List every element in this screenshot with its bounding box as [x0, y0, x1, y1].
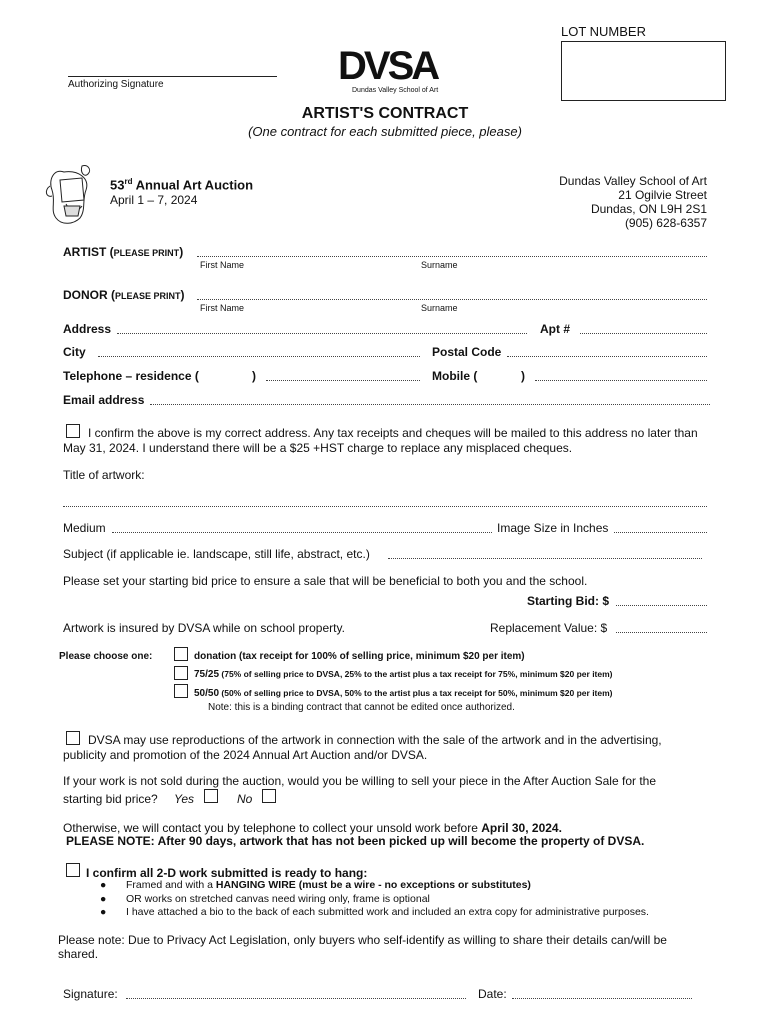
- yes-checkbox[interactable]: [204, 789, 218, 803]
- split-50-50-checkbox[interactable]: [174, 684, 188, 698]
- address-label: Address: [63, 322, 112, 336]
- subject-label: Subject (if applicable ie. landscape, still life, abstract, etc.): [63, 547, 370, 561]
- address-field[interactable]: [117, 333, 527, 334]
- reproduction-block: [63, 731, 707, 763]
- replacement-value-label: Replacement Value: $: [490, 621, 608, 635]
- donation-checkbox[interactable]: [174, 647, 188, 661]
- medium-label: Medium: [63, 521, 106, 535]
- city-label: City: [63, 345, 86, 359]
- authorizing-signature-line[interactable]: [68, 76, 277, 77]
- telephone-label: Telephone – residence (: [63, 369, 199, 383]
- artist-first-name-caption: First Name: [200, 260, 245, 270]
- email-label: Email address: [63, 393, 145, 407]
- school-phone: (905) 628-6357: [624, 216, 707, 230]
- artist-label: ARTIST (PLEASE PRINT): [63, 245, 184, 259]
- lot-number-label: LOT NUMBER: [561, 24, 646, 39]
- after-sale-question: If your work is not sold during the auction, would you be willing to sell your piece in the After Auction Sale for the: [63, 774, 656, 788]
- school-street: 21 Ogilvie Street: [618, 188, 707, 202]
- apt-field[interactable]: [580, 333, 707, 334]
- title-of-artwork-field[interactable]: [63, 506, 707, 507]
- title-of-artwork-label: Title of artwork:: [63, 468, 145, 482]
- telephone-field[interactable]: [266, 380, 420, 381]
- confirm-address-text: I confirm the above is my correct address. Any tax receipts and cheques will be mailed to this address no later than May 31, 2024. I understand there will be a $25 +HST charge to replace any misplaced cheques.: [63, 426, 698, 455]
- authorizing-signature-label: Authorizing Signature: [68, 79, 164, 90]
- confirm-address-checkbox[interactable]: [66, 424, 80, 438]
- artist-sketch-icon: [42, 160, 104, 232]
- event-name: 53rd Annual Art Auction: [110, 177, 254, 193]
- list-item: ● Framed and with a HANGING WIRE (must be a wire - no exceptions or substitutes): [100, 879, 531, 891]
- page-subtitle: (One contract for each submitted piece, please): [248, 124, 522, 139]
- event-dates: April 1 – 7, 2024: [110, 193, 198, 207]
- mobile-label: Mobile (: [432, 369, 478, 383]
- ready-to-hang-checkbox[interactable]: [66, 863, 80, 877]
- date-field[interactable]: [512, 998, 692, 999]
- donor-label: DONOR (PLEASE PRINT): [63, 288, 185, 302]
- no-checkbox[interactable]: [262, 789, 276, 803]
- privacy-note: Please note: Due to Privacy Act Legislation, only buyers who self-identify as willing to share their details can/will be shared.: [58, 933, 667, 961]
- signature-label: Signature:: [63, 987, 118, 1001]
- lot-number-box[interactable]: [561, 41, 726, 101]
- date-label: Date:: [478, 987, 507, 1001]
- starting-bid-field[interactable]: [616, 605, 707, 606]
- bullet-icon: ●: [100, 879, 107, 891]
- yes-label: Yes: [174, 792, 195, 806]
- postal-code-label: Postal Code: [432, 345, 502, 359]
- image-size-field[interactable]: [614, 532, 707, 533]
- subject-field[interactable]: [388, 558, 702, 559]
- school-name: Dundas Valley School of Art: [559, 174, 707, 188]
- mobile-close: ): [521, 369, 525, 383]
- binding-contract-note: Note: this is a binding contract that cannot be edited once authorized.: [208, 702, 515, 713]
- medium-field[interactable]: [112, 532, 492, 533]
- bid-instruction: Please set your starting bid price to ensure a sale that will be beneficial to both you and the school.: [63, 574, 588, 588]
- email-field[interactable]: [150, 404, 710, 405]
- bullet-icon: ●: [100, 906, 107, 918]
- artist-name-field[interactable]: [197, 256, 707, 257]
- list-item: ● I have attached a bio to the back of each submitted work and included an extra copy for administrative purposes.: [100, 906, 649, 918]
- dvsa-logo: DVSA: [338, 44, 438, 88]
- school-city: Dundas, ON L9H 2S1: [590, 202, 707, 216]
- reproduction-text: DVSA may use reproductions of the artwork in connection with the sale of the artwork and in the advertising, publicity and promotion of the 2024 Annual Art Auction and/or DVSA.: [63, 733, 662, 762]
- postal-code-field[interactable]: [507, 356, 707, 357]
- list-item: ● OR works on stretched canvas need wiring only, frame is optional: [100, 892, 430, 905]
- no-label: No: [237, 792, 253, 806]
- telephone-close: ): [252, 369, 256, 383]
- after-sale-question-line2: starting bid price?: [63, 792, 158, 806]
- logo-subtitle: Dundas Valley School of Art: [352, 87, 439, 94]
- apt-label: Apt #: [540, 322, 570, 336]
- image-size-label: Image Size in Inches: [497, 521, 609, 535]
- split-50-50-option: 50/50 (50% of selling price to DVSA, 50% to the artist plus a tax receipt for 50%, minimum $20 per item): [194, 688, 613, 699]
- replacement-value-field[interactable]: [616, 632, 707, 633]
- split-75-25-option: 75/25 (75% of selling price to DVSA, 25% to the artist plus a tax receipt for 75%, minimum $20 per item): [194, 669, 613, 680]
- donation-option: donation (tax receipt for 100% of selling price, minimum $20 per item): [194, 651, 525, 662]
- starting-bid-label: Starting Bid: $: [527, 594, 610, 608]
- ready-to-hang-title: I confirm all 2-D work submitted is ready to hang:: [86, 866, 368, 880]
- school-address: [559, 174, 707, 230]
- donor-name-field[interactable]: [197, 299, 707, 300]
- pickup-notice: PLEASE NOTE: After 90 days, artwork that has not been picked up will become the property of DVSA.: [66, 834, 645, 848]
- page-title: ARTIST'S CONTRACT: [301, 105, 469, 122]
- confirm-address-block: [63, 424, 707, 456]
- otherwise-text: Otherwise, we will contact you by telephone to collect your unsold work before April 30, 2024.: [63, 821, 562, 835]
- reproduction-checkbox[interactable]: [66, 731, 80, 745]
- split-75-25-checkbox[interactable]: [174, 666, 188, 680]
- signature-field[interactable]: [126, 998, 466, 999]
- bullet-icon: ●: [100, 892, 107, 905]
- insured-text: Artwork is insured by DVSA while on school property.: [63, 621, 345, 635]
- city-field[interactable]: [98, 356, 420, 357]
- hang-requirements-list: [100, 879, 649, 920]
- mobile-field[interactable]: [535, 380, 707, 381]
- artist-surname-caption: Surname: [421, 260, 458, 270]
- donor-first-name-caption: First Name: [200, 303, 245, 313]
- donor-surname-caption: Surname: [421, 303, 458, 313]
- choose-one-label: Please choose one:: [59, 651, 153, 662]
